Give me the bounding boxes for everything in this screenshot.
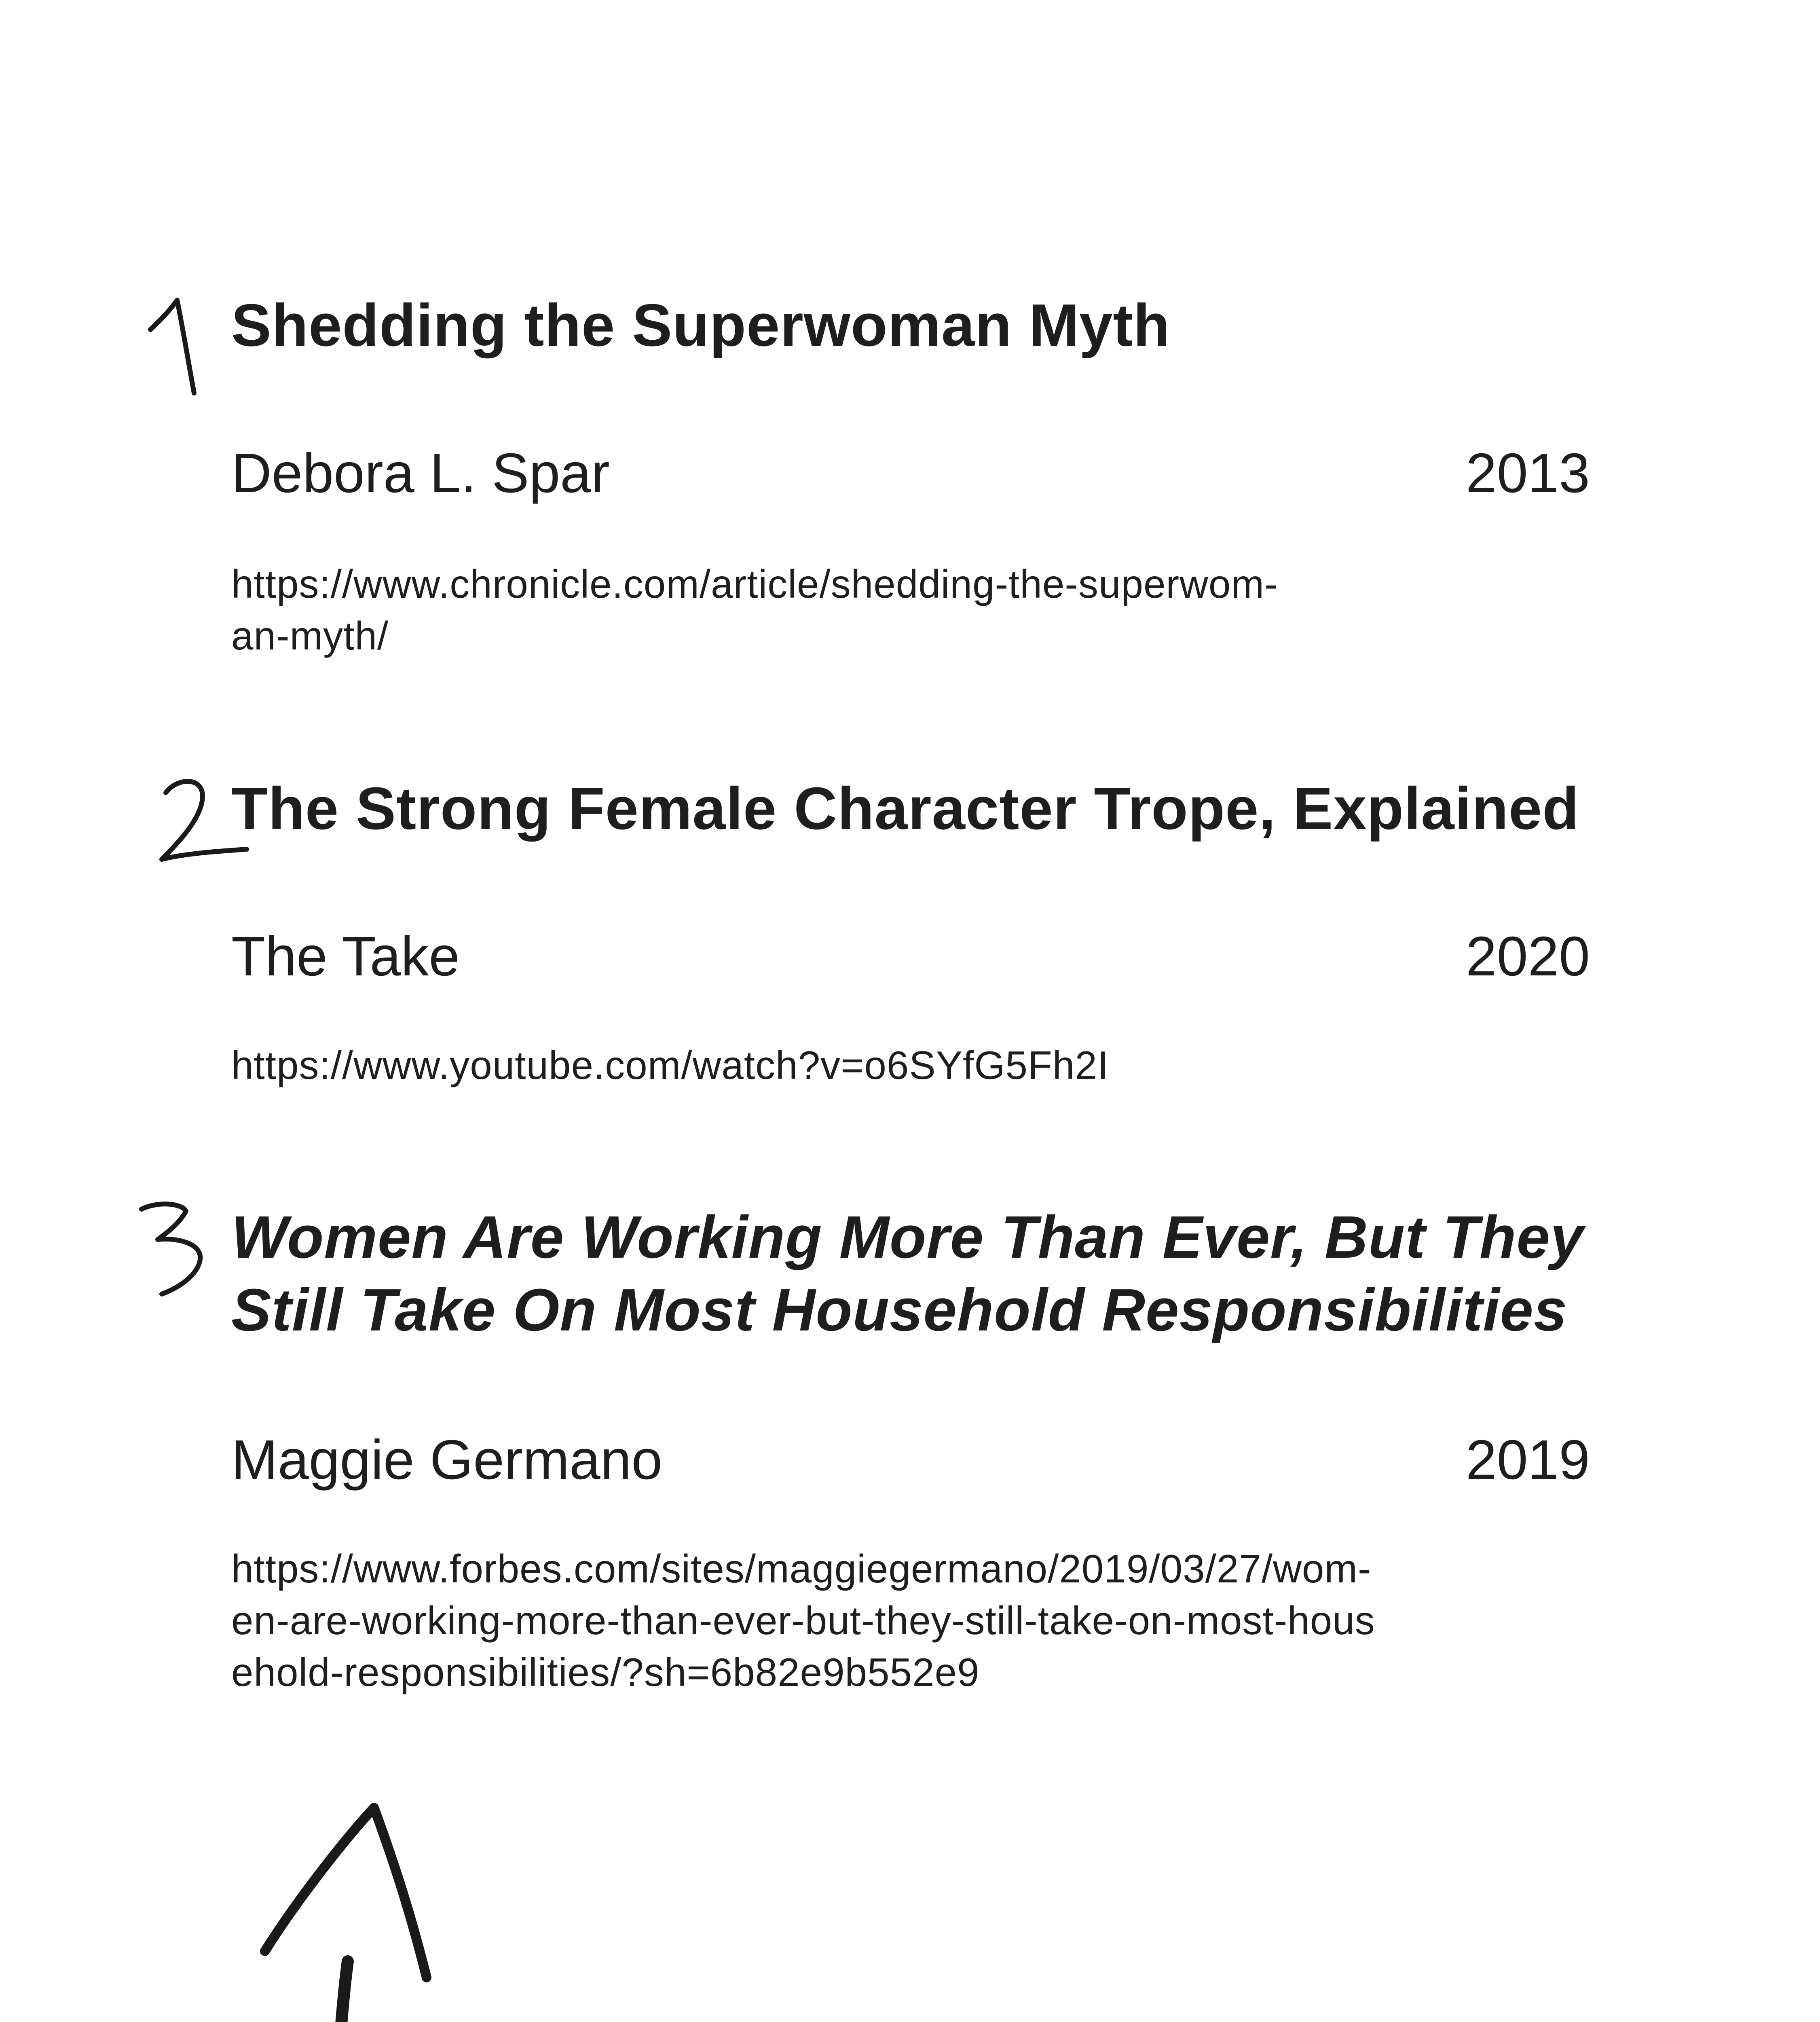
- entry-url: [231, 1543, 1614, 1698]
- entry-meta: [231, 922, 1590, 991]
- url-line: en-are-working-more-than-ever-but-they-still-take-on-most-hous: [231, 1598, 1375, 1643]
- url-line: ehold-responsibilities/?sh=6b82e9b552e9: [231, 1650, 980, 1694]
- entry-url: [231, 1039, 1614, 1091]
- entry-year: 2020: [1466, 925, 1590, 988]
- url-line: https://www.forbes.com/sites/maggiegermano/2019/03/27/wom-: [231, 1546, 1372, 1591]
- entry-title: The Strong Female Character Trope, Explained: [231, 775, 1579, 842]
- url-line: an-myth/: [231, 613, 389, 658]
- url-line: https://www.youtube.com/watch?v=o6SYfG5Fh2I: [231, 1043, 1109, 1087]
- entry-title: [231, 1201, 1584, 1347]
- entry-author: Debora L. Spar: [231, 442, 610, 504]
- title-line: Women Are Working More Than Ever, But They: [231, 1204, 1584, 1271]
- title-line: Still Take On Most Household Responsibilities: [231, 1277, 1568, 1343]
- handwritten-number-1-icon: [142, 291, 214, 404]
- url-line: https://www.chronicle.com/article/shedding-the-superwom-: [231, 562, 1278, 606]
- entry-author: Maggie Germano: [231, 1429, 663, 1491]
- hand-drawn-arrow-up-icon: [0, 1796, 445, 2022]
- entry-year: 2013: [1466, 442, 1590, 504]
- handwritten-number-3-icon: [133, 1193, 214, 1302]
- entry-year: 2019: [1466, 1429, 1590, 1491]
- entry-meta: [231, 439, 1590, 508]
- entry-title: Shedding the Superwoman Myth: [231, 292, 1171, 359]
- entry-meta: [231, 1426, 1590, 1494]
- entry-url: [231, 558, 1614, 662]
- entry-author: The Take: [231, 925, 460, 988]
